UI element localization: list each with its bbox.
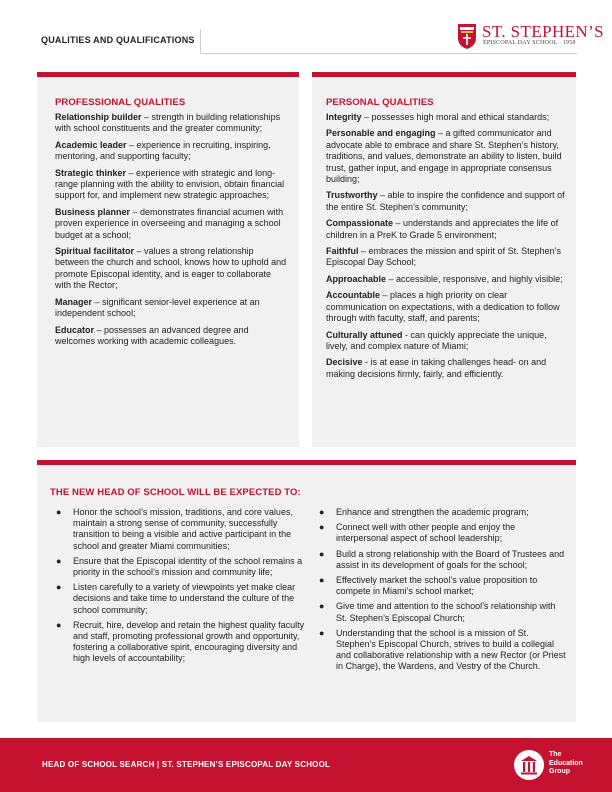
quality-description: – values a strong relationship between the church and school, knows how to uphold and promote Episcopal identity, and is eager to collaborate with the Rector;: [55, 246, 287, 291]
logo-line-2: Education: [549, 759, 583, 767]
quality-term: Accountable: [326, 290, 381, 301]
quality-term: Academic leader: [55, 139, 127, 150]
expectation-text: Build a strong relationship with the Board of Trustees and assist in its development of goals for the school;: [336, 548, 565, 570]
expectation-item: [319, 522, 567, 544]
bullet-icon: ●: [56, 555, 62, 566]
quality-item: [55, 140, 287, 163]
quality-item: [326, 112, 566, 123]
bullet-icon: ●: [319, 601, 325, 612]
bullet-icon: ●: [56, 619, 62, 630]
panel-accent-bar: [312, 72, 576, 77]
quality-term: Educator: [55, 324, 95, 335]
education-group-logo-icon: [514, 750, 544, 780]
quality-description: – understands and appreciates the life of children in a PreK to Grade 5 environment;: [326, 218, 559, 240]
bullet-icon: ●: [319, 522, 325, 533]
quality-item: [326, 290, 566, 324]
logo-line-3: Group: [549, 768, 570, 775]
quality-description: – places a high priority on clear communication on expectations, with a dedication to follow through with faculty, staff, and parents;: [326, 290, 560, 324]
quality-item: [55, 297, 287, 320]
panel-accent-bar: [37, 72, 299, 77]
header-rule: [200, 53, 577, 54]
quality-term: Strategic thinker: [55, 167, 127, 178]
quality-description: – accessible, responsive, and highly visible;: [386, 273, 563, 284]
bullet-icon: ●: [319, 548, 325, 559]
quality-term: Business planner: [55, 206, 131, 217]
quality-term: Faithful: [326, 246, 359, 257]
expectation-text: Recruit, hire, develop and retain the highest quality faculty and staff, promoting professional growth and opportunity, fostering a collaborative spirit, encouraging diversity and high levels of accountability;: [73, 619, 305, 664]
personal-qualities-list: [326, 112, 566, 385]
expectation-text: Understanding that the school is a mission of St. Stephen’s Episcopal Church, strives to build a collegial and collaborative relationship with a new Rector (or Priest in Charge), the Wardens, and Vestry of the Church.: [336, 627, 566, 672]
quality-item: [326, 274, 566, 285]
quality-description: – possesses an advanced degree and welcomes working with academic colleagues.: [55, 324, 249, 346]
expectations-list-left: [56, 507, 309, 669]
professional-qualities-list: [55, 112, 287, 352]
quality-term: Culturally attuned: [326, 329, 403, 340]
expectation-item: [319, 628, 567, 673]
bullet-icon: ●: [319, 627, 325, 638]
quality-item: [55, 325, 287, 348]
logo-name: ST. STEPHEN’S: [482, 22, 605, 41]
school-logo: [457, 22, 605, 52]
expectation-text: Give time and attention to the school’s relationship with St. Stephen’s Episcopal Church;: [336, 601, 556, 623]
expectations-heading: THE NEW HEAD OF SCHOOL WILL BE EXPECTED TO:: [50, 487, 301, 498]
professional-qualities-heading: PROFESSIONAL QUALITIES: [55, 97, 186, 108]
column-icon: [514, 750, 544, 780]
expectation-text: Enhance and strengthen the academic program;: [336, 507, 529, 517]
expectation-text: Connect well with other people and enjoy the interpersonal aspect of school leadership;: [336, 522, 516, 544]
quality-item: [326, 357, 566, 380]
quality-item: [55, 246, 287, 292]
expectation-text: Honor the school’s mission, traditions, and core values, maintain a strong sense of community, successfully transition to being a visible and active participant in the school and greater Miami communities;: [73, 507, 293, 551]
footer-text: HEAD OF SCHOOL SEARCH | ST. STEPHEN’S EPISCOPAL DAY SCHOOL: [42, 760, 331, 769]
expectation-item: [56, 582, 309, 616]
quality-description: – demonstrates financial acumen with proven experience in overseeing and managing a school budget at a school;: [55, 206, 284, 240]
bullet-icon: ●: [56, 507, 62, 517]
bullet-icon: ●: [319, 507, 325, 517]
quality-term: Manager: [55, 296, 93, 307]
quality-term: Integrity: [326, 112, 362, 122]
personal-qualities-heading: PERSONAL QUALITIES: [326, 97, 434, 108]
quality-description: – experience in recruiting, inspiring, mentoring, and supporting faculty;: [55, 139, 271, 162]
bullet-icon: ●: [319, 575, 325, 586]
expectation-item: [319, 507, 567, 518]
quality-item: [55, 207, 287, 241]
logo-line-1: The: [549, 751, 562, 758]
quality-term: Personable and engaging: [326, 128, 436, 139]
expectation-item: [56, 556, 309, 578]
quality-item: [326, 330, 566, 353]
quality-description: – experience with strategic and long-range planning with the ability to envision, obtain financial support for, and implement new strategic approaches;: [55, 167, 285, 201]
expectations-list-right: [319, 507, 567, 677]
quality-description: – possesses high moral and ethical standards;: [361, 112, 550, 122]
school-seal-icon: [457, 23, 477, 50]
quality-item: [55, 168, 287, 202]
quality-term: Trustworthy: [326, 190, 378, 201]
page-header: [0, 0, 612, 62]
quality-item: [55, 112, 287, 135]
quality-description: – embraces the mission and spirit of St. Stephen’s Episcopal Day School;: [326, 246, 561, 268]
expectation-text: Listen carefully to a variety of viewpoints yet make clear decisions and take time to understand the culture of the school community;: [73, 582, 296, 615]
expectation-item: [56, 620, 309, 665]
quality-item: [326, 128, 566, 185]
quality-description: - can quickly appreciate the unique, lively, and complex nature of Miami;: [326, 329, 547, 351]
professional-qualities-panel: [37, 72, 299, 447]
quality-term: Approachable: [326, 273, 387, 284]
education-group-logo-text: [549, 751, 583, 777]
quality-item: [326, 218, 566, 241]
bullet-icon: ●: [56, 582, 62, 593]
expectation-text: Ensure that the Episcopal identity of the school remains a priority in the school’s mission and community life;: [73, 555, 303, 578]
personal-qualities-panel: [312, 72, 576, 447]
quality-description: – significant senior-level experience at an independent school;: [55, 296, 260, 319]
page-footer: [0, 738, 612, 792]
logo-subtitle: EPISCOPAL DAY SCHOOL · 1958: [483, 40, 576, 46]
expectation-item: [319, 549, 567, 571]
header-divider: [200, 29, 201, 53]
quality-item: [326, 246, 566, 269]
quality-term: Spiritual facilitator: [55, 246, 135, 257]
expectation-text: Effectively market the school’s value proposition to compete in Miami’s school market;: [336, 575, 538, 597]
page-title: QUALITIES AND QUALIFICATIONS: [41, 35, 195, 45]
quality-item: [326, 190, 566, 213]
quality-description: – strength in building relationships with school constituents and the greater community;: [55, 112, 281, 134]
quality-description: – a gifted communicator and advocate able to embrace and share St. Stephen’s history, traditions, and values, demonstrate an ability to listen, build trust, gather input, and engage in appropriate consensus building;: [326, 128, 562, 185]
expectations-panel: [37, 460, 576, 722]
expectation-item: [319, 601, 567, 623]
quality-term: Decisive: [326, 357, 363, 368]
panel-accent-bar: [37, 460, 576, 465]
expectation-item: [56, 507, 309, 552]
quality-description: – able to inspire the confidence and support of the entire St. Stephen’s community;: [326, 190, 565, 212]
expectation-item: [319, 575, 567, 597]
quality-term: Relationship builder: [55, 112, 142, 122]
quality-description: - is at ease in taking challenges head- on and making decisions firmly, fairly, and efficiently.: [326, 357, 547, 379]
quality-term: Compassionate: [326, 218, 394, 229]
